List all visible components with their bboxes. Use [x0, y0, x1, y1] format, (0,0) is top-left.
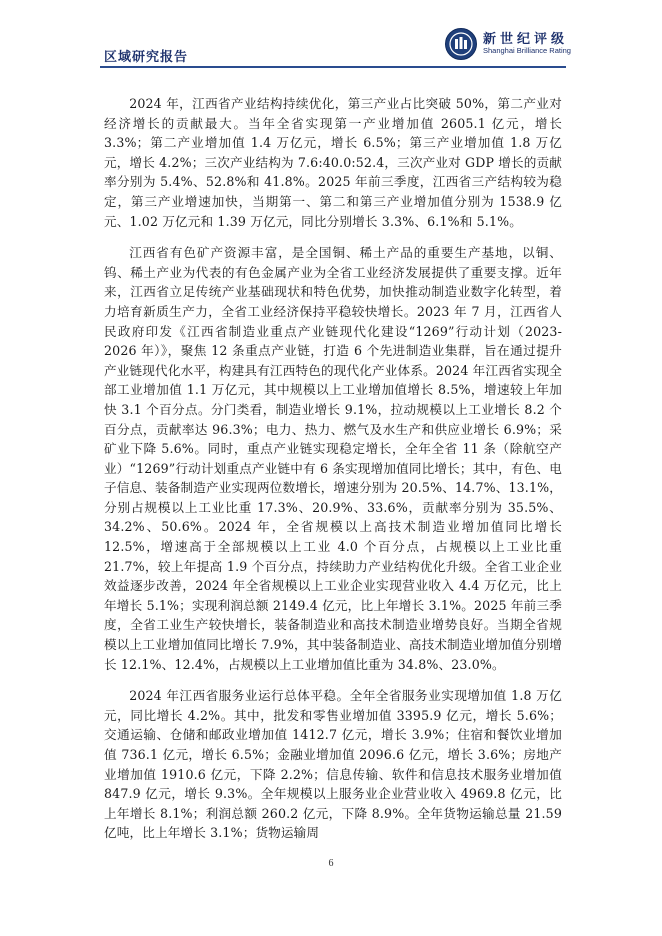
page-header [0, 0, 662, 70]
section-label: 区域研究报告 [104, 50, 189, 65]
page-number: 6 [328, 858, 334, 869]
paragraph-industrial-structure: 2024 年，江西省产业结构持续优化，第三产业占比突破 50%，第二产业对经济增长的贡献最大。当年全省实现第一产业增加值 2605.1 亿元，增长 3.3%；第二产业增加值 1.4 万亿元，增长 6.5%；第三产业增加值 1.8 万亿元，增长 4.2%；三次产业结构为 7.6:40.0:52.4，三次产业对 GDP 增长的贡献率分别为 5.4%、52.8%和 41.8%。2025 年前三季度，江西省三产结构较为稳定，第三产业增速加快，当期第一、第二和第三产业增加值分别为 1538.9 亿元、1.02 万亿元和 1.39 万亿元，同比分别增长 3.3%、6.1%和 5.1%。 [104, 96, 562, 229]
brand-name-en: Shanghai Brilliance Rating [483, 46, 571, 55]
brand-logo-block [445, 28, 575, 62]
brand-emblem-icon [445, 28, 477, 60]
header-divider [100, 66, 566, 68]
body-content [104, 94, 562, 855]
brand-name-cn: 新世纪评级 [483, 32, 569, 47]
paragraph-services: 2024 年江西省服务业运行总体平稳。全年全省服务业实现增加值 1.8 万亿元，同比增长 4.2%。其中，批发和零售业增加值 3395.9 亿元，增长 5.6%；交通运输、仓储和邮政业增加值 1412.7 亿元，增长 3.9%；住宿和餐饮业增加值 736.1 亿元，增长 6.5%；金融业增加值 2096.6 亿元，增长 3.6%；房地产业增加值 1910.6 亿元，下降 2.2%；信息传输、软件和信息技术服务业增加值 847.9 亿元，增长 9.3%。全年规模以上服务业企业营业收入 4969.8 亿元，比上年增长 8.1%；利润总额 260.2 亿元，下降 8.9%。全年货物运输总量 21.59 亿吨，比上年增长 3.1%；货物运输周 [104, 688, 562, 841]
paragraph-manufacturing: 江西省有色矿产资源丰富，是全国铜、稀土产品的重要生产基地，以铜、钨、稀土产业为代表的有色金属产业为全省工业经济发展提供了重要支撑。近年来，江西省立足传统产业基础现状和特色优势，加快推动制造业数字化转型，着力培育新质生产力，全省工业经济保持平稳较快增长。2023 年 7 月，江西省人民政府印发《江西省制造业重点产业链现代化建设“1269”行动计划（2023-2026 年）》，聚焦 12 条重点产业链，打造 6 个先进制造业集群，旨在通过提升产业链现代化水平，构建具有江西特色的现代化产业体系。2024 年江西省实现全部工业增加值 1.1 万亿元，其中规模以上工业增加值增长 8.5%，增速较上年加快 3.1 个百分点。分门类看，制造业增长 9.1%，拉动规模以上工业增长 8.2 个百分点，贡献率达 96.3%；电力、热力、燃气及水生产和供应业增长 6.9%；采矿业下降 5.6%。同时，重点产业链实现稳定增长，全年全省 11 条（除航空产业）“1269”行动计划重点产业链中有 6 条实现增加值同比增长；其中，有色、电子信息、装备制造产业实现两位数增长，增速分别为 20.5%、14.7%、13.1%，分别占规模以上工业比重 17.3%、20.9%、33.6%，贡献率分别为 35.5%、34.2%、50.6%。2024 年，全省规模以上高技术制造业增加值同比增长 12.5%，增速高于全部规模以上工业 4.0 个百分点，占规模以上工业比重 21.7%，较上年提高 1.9 个百分点，持续助力产业结构优化升级。全省工业企业效益逐步改善，2024 年全省规模以上工业企业实现营业收入 4.4 万亿元，比上年增长 5.1%；实现利润总额 2149.4 亿元，比上年增长 3.1%。2025 年前三季度，全省工业生产较快增长，装备制造业和高技术制造业增势良好。当期全省规模以上工业增加值同比增长 7.9%，其中装备制造业、高技术制造业增加值分别增长 12.1%、12.4%，占规模以上工业增加值比重为 34.8%、23.0%。 [104, 245, 562, 672]
